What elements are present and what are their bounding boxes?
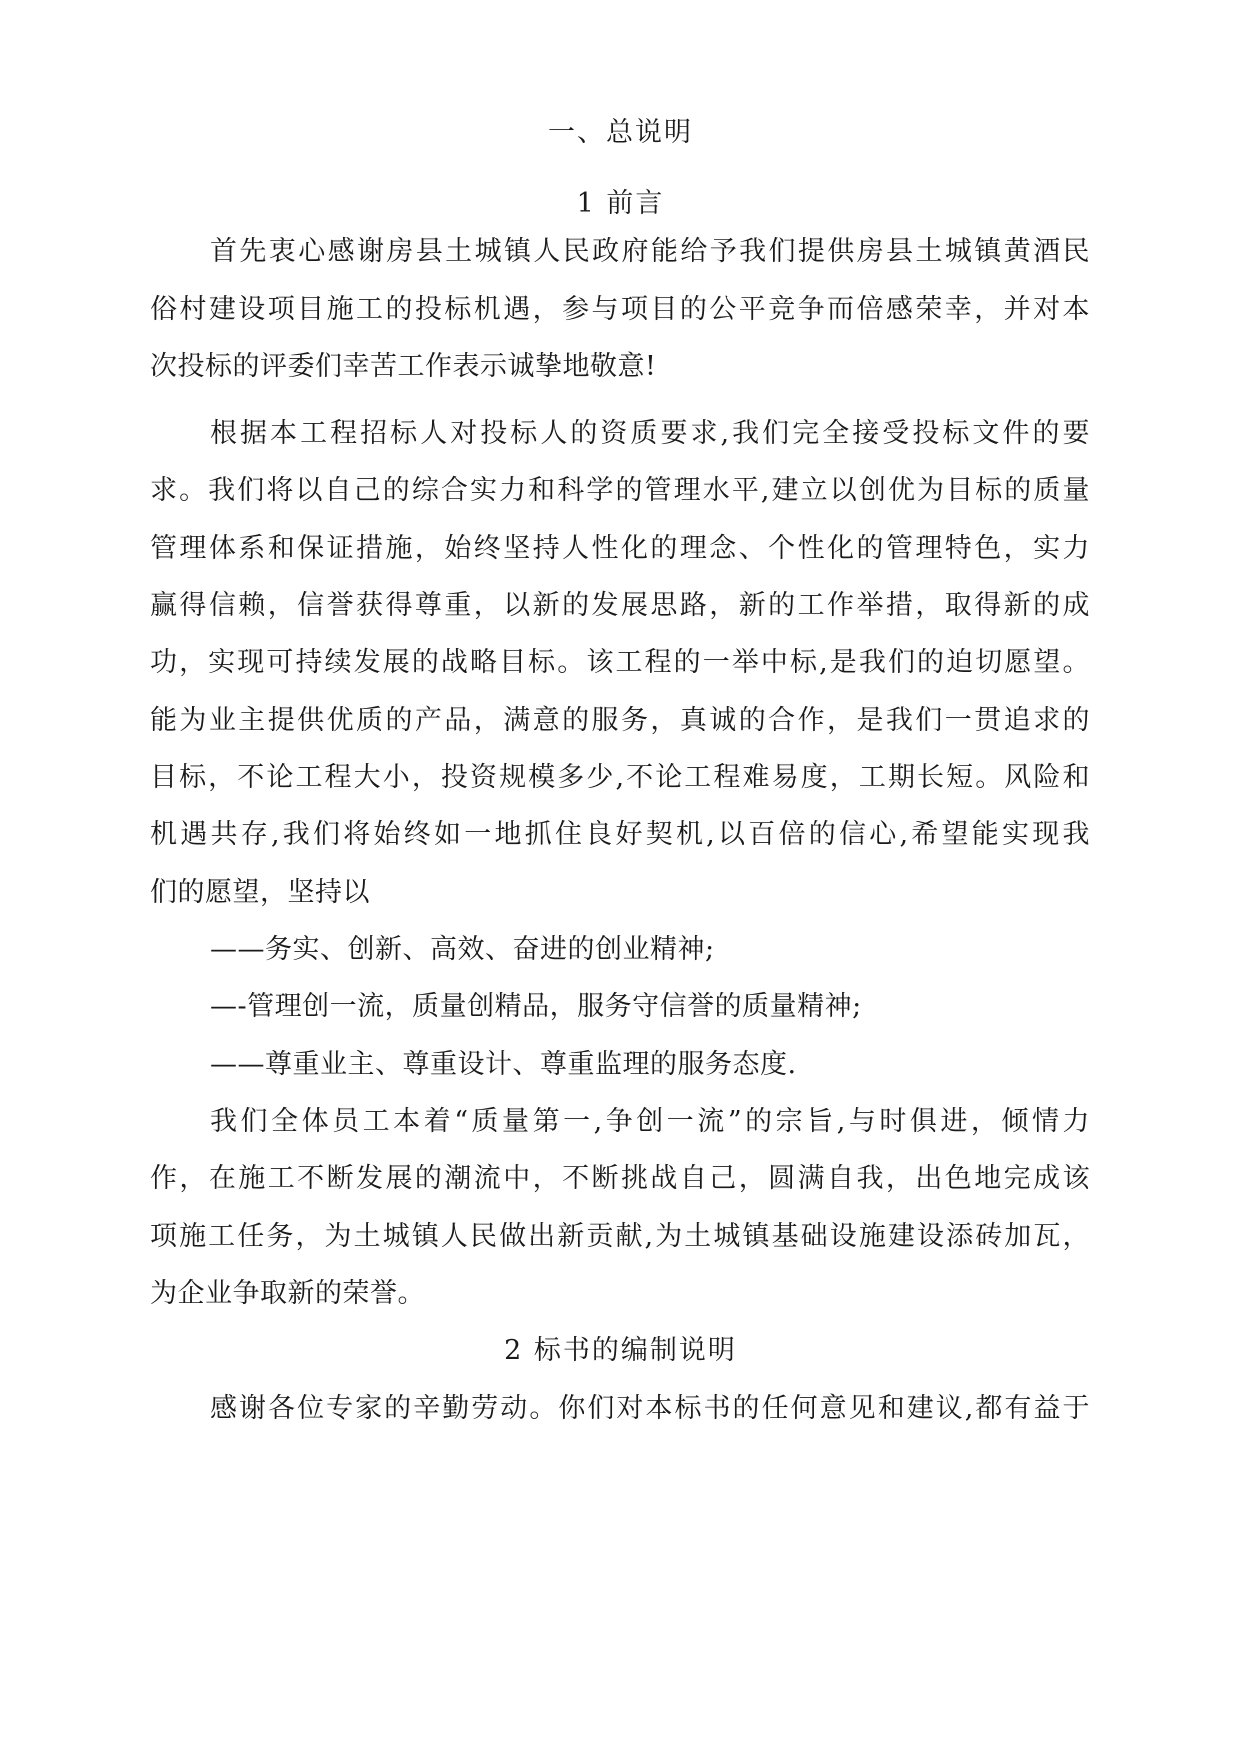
paragraph-line: 根据本工程招标人对投标人的资质要求,我们完全接受投标文件的要 — [210, 418, 1090, 449]
list-item: ——尊重业主、尊重设计、尊重监理的服务态度. — [210, 1049, 797, 1080]
paragraph-line: 机遇共存,我们将始终如一地抓住良好契机,以百倍的信心,希望能实现我 — [150, 819, 1090, 850]
paragraph-line: 为企业争取新的荣誉。 — [150, 1278, 425, 1309]
paragraph-line: 感谢各位专家的辛勤劳动。你们对本标书的任何意见和建议,都有益于 — [210, 1393, 1090, 1424]
paragraph-line: 功，实现可持续发展的战略目标。该工程的一举中标,是我们的迫切愿望。 — [150, 647, 1090, 678]
paragraph-line: 们的愿望，坚持以 — [150, 877, 370, 908]
paragraph-line: 目标，不论工程大小，投资规模多少,不论工程难易度，工期长短。风险和 — [150, 762, 1090, 793]
paragraph-line: 能为业主提供优质的产品，满意的服务，真诚的合作，是我们一贯追求的 — [150, 705, 1090, 736]
paragraph-line: 项施工任务，为土城镇人民做出新贡献,为土城镇基础设施建设添砖加瓦， — [150, 1221, 1090, 1252]
paragraph-line: 我们全体员工本着“质量第一,争创一流”的宗旨,与时俱进，倾情力 — [210, 1106, 1090, 1137]
paragraph-line: 赢得信赖，信誉获得尊重，以新的发展思路，新的工作举措，取得新的成 — [150, 590, 1090, 621]
list-item: —-管理创一流，质量创精品，服务守信誉的质量精神; — [210, 991, 862, 1022]
paragraph-line: 求。我们将以自己的综合实力和科学的管理水平,建立以创优为目标的质量 — [150, 475, 1090, 506]
subsection-title-preface: 1 前言 — [576, 188, 665, 219]
section-title: 一、总说明 — [548, 117, 693, 148]
paragraph-line: 俗村建设项目施工的投标机遇，参与项目的公平竞争而倍感荣幸，并对本 — [150, 294, 1090, 325]
list-item: ——务实、创新、高效、奋进的创业精神; — [210, 934, 715, 965]
paragraph-line: 次投标的评委们幸苦工作表示诚挚地敬意! — [150, 351, 657, 382]
paragraph-line: 作，在施工不断发展的潮流中，不断挑战自己，圆满自我，出色地完成该 — [150, 1163, 1090, 1194]
paragraph-line: 管理体系和保证措施，始终坚持人性化的理念、个性化的管理特色，实力 — [150, 533, 1090, 564]
paragraph-line: 首先衷心感谢房县土城镇人民政府能给予我们提供房县土城镇黄酒民 — [210, 236, 1090, 267]
subsection-title-compilation: 2 标书的编制说明 — [504, 1335, 737, 1366]
